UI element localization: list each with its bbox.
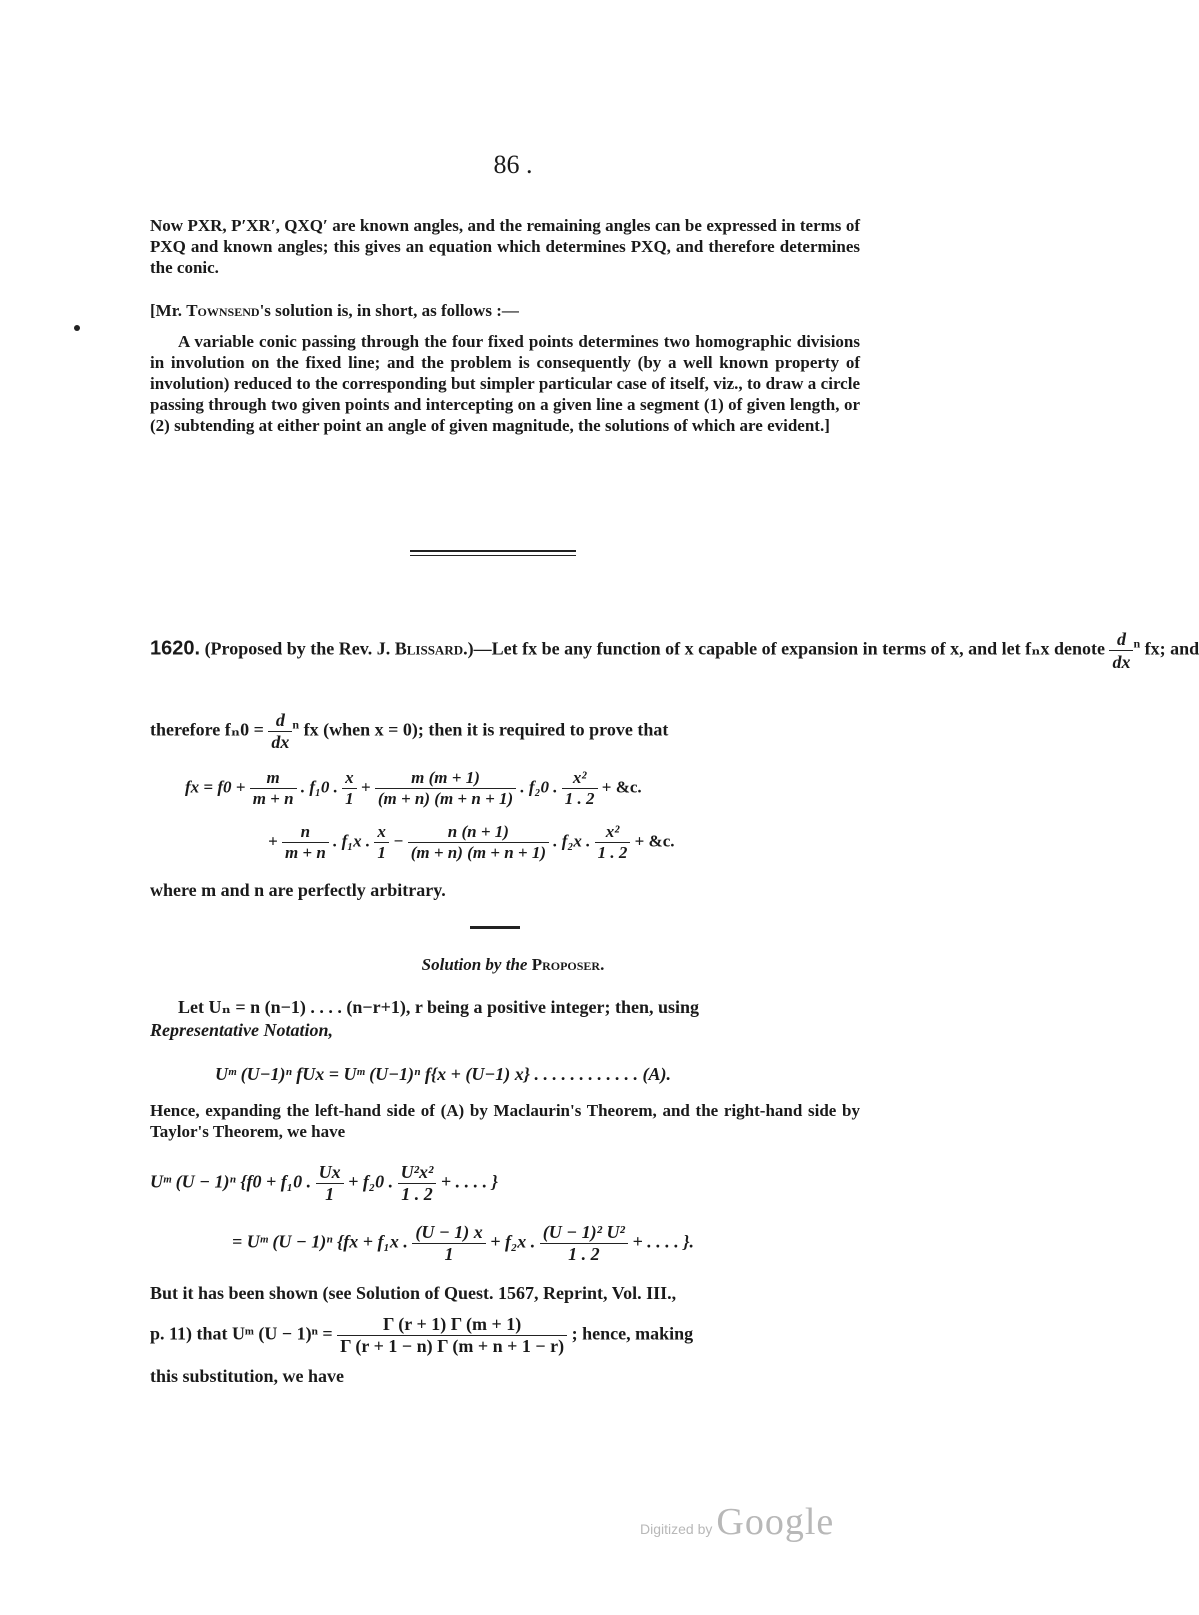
paragraph-townsend-solution: A variable conic passing through the four fixed points determines two homographic divisions in involution on the fixed line; and the problem is consequently (by a well known property of involution) reduced to the corresponding but simpler particular case of itself, viz., to draw a circle passing through two given points and intercepting on a given line a segment (1) of given length, or (2) subtending at either point an angle of given magnitude, the solutions of which are evident.] [150,332,860,435]
paragraph-townsend-intro: [Mr. Townsend's solution is, in short, as follows :— [150,301,519,320]
equation-A: Uᵐ (U−1)ⁿ fUx = Uᵐ (U−1)ⁿ f{x + (U−1) x} . . . . . . . . . . . . (A). [215,1064,671,1084]
derivative-operator-2: $\frac{d}{dx}$ [268,710,292,753]
section-rule-top [410,550,576,552]
equation-B2: = Uᵐ (U − 1)ⁿ {fx + f₁x . $\frac{(U - 1) x}{1}$ + f₂x . $\frac{\text{(U − 1)² U²}}{1 . 2}$ + . . . . }. [232,1222,694,1264]
section-rule-bottom [410,555,576,556]
paragraph-but-shown: But it has been shown (see Solution of Quest. 1567, Reprint, Vol. III., [150,1283,677,1303]
representative-notation: Representative Notation, [150,1020,333,1040]
google-logo: Google [716,1501,835,1543]
question-line-2: therefore fₙ0 = $\frac{d}{dx}$ $^n$ fx (when x = 0); then it is required to prove that [150,710,669,752]
paragraph-substitution: this substitution, we have [150,1366,345,1386]
question-number: 1620. [150,637,201,660]
page-number: 86 . [493,150,533,179]
question-line-1: 1620. (Proposed by the Rev. J. Blissard.)—Let fx be any function of x capable of expansion in terms of x, and let fₙx denote $\frac{d}{dx}$ $^n$ fx; and [150,629,1199,672]
derivative-operator: $\frac{d}{dx}$ [1109,628,1133,673]
equation-B1: Uᵐ (U − 1)ⁿ {f0 + f₁0 . $\frac{Ux}{1}$ + f₂0 . $\frac{\text{U²x²}}{1 . 2}$ + . . . . } [150,1162,498,1204]
paragraph-maclaurin: Hence, expanding the left-hand side of (A) by Maclaurin's Theorem, and the right-hand side by Taylor's Theorem, we have [150,1101,860,1141]
google-watermark: Digitized by Google [640,1501,835,1543]
paragraph-gamma: p. 11) that Uᵐ (U − 1)ⁿ = $\frac{\Gamma (r + 1) \Gamma (m + 1)}{\Gamma (r + 1 - n) \Gamma (m + n + 1 - r)}$ ; hence, making [150,1314,694,1356]
paragraph-let-un: Let Uₙ = n (n−1) . . . . (n−r+1), r being a positive integer; then, using [178,997,700,1017]
name-townsend: Townsend [186,301,260,320]
gamma-fraction: $\frac{\Gamma (r + 1) \Gamma (m + 1)}{\Gamma (r + 1 - n) \Gamma (m + n + 1 - r)}$ [337,1314,567,1357]
margin-dot [74,325,80,331]
paragraph-conic-angles: Now PXR, P′XR′, QXQ′ are known angles, and the remaining angles can be expressed in terms of PXQ and known angles; this gives an equation which determines PXQ, and therefore determines the conic. [150,216,860,277]
where-line: where m and n are perfectly arbitrary. [150,880,446,900]
equation-line-1: fx = f0 + $\frac{m}{m + n}$ . f₁0 . $\frac{x}{1}$ + $\frac{m (m + 1)}{(m + n) (m + n + 1)}$ . f₂0 . $\frac{\text{x²}}{1 . 2}$ + &c. [185,768,642,808]
section-rule-short [470,926,520,929]
equation-line-2: + $\frac{n}{m + n}$ . f₁x . $\frac{x}{1}$ − $\frac{n (n + 1)}{(m + n) (m + n + 1)}$ . f₂x . $\frac{\text{x²}}{1 . 2}$ + &c. [268,822,675,862]
name-blissard: Blissard [394,638,464,659]
solution-heading: Solution by the Proposer. [421,955,605,974]
